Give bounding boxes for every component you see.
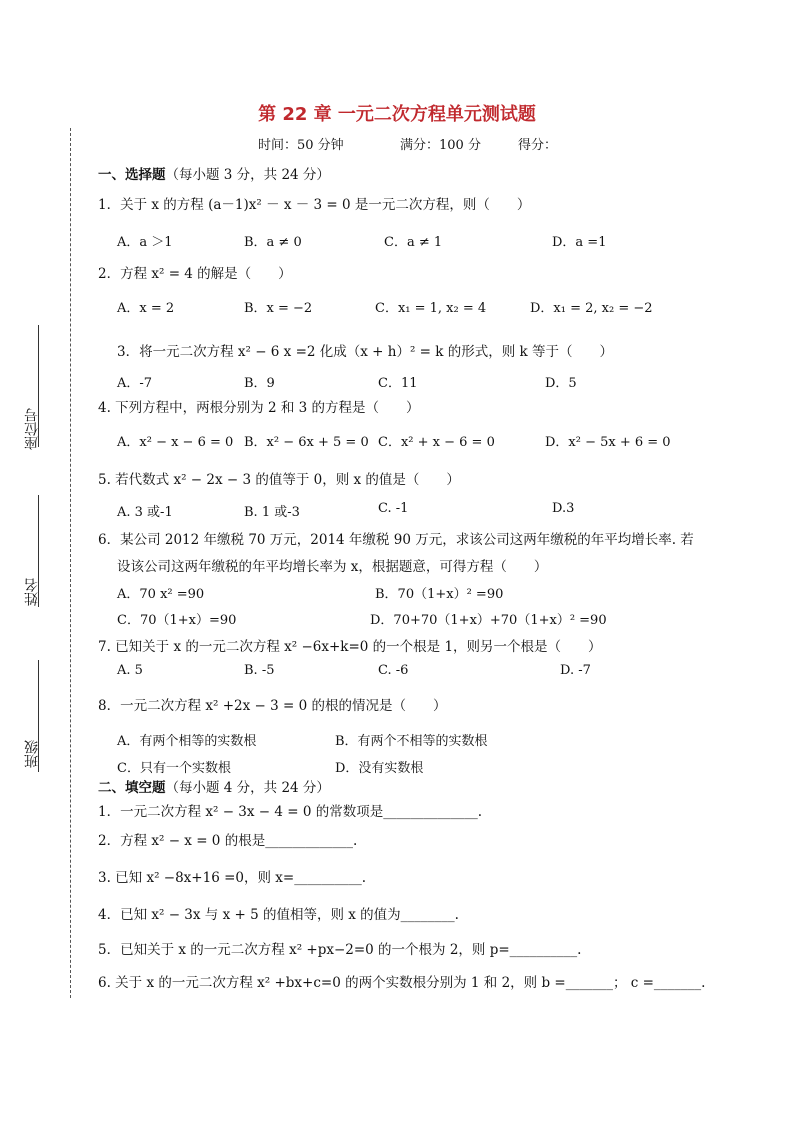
q2-option-c: C．x₁ = 1, x₂ = 4 — [375, 301, 487, 316]
q7-option-a: A. 5 — [117, 663, 143, 678]
question-2: 2．方程 x² = 4 的解是（ ） — [98, 266, 292, 282]
q1-option-b: B．a ≠ 0 — [244, 235, 302, 250]
question-3: 3．将一元二次方程 x² − 6 x =2 化成（x + h）² = k 的形式，则 k 等于（ ） — [117, 344, 614, 360]
score-field: 得分： — [518, 138, 558, 153]
q1-option-c: C．a ≠ 1 — [384, 235, 443, 250]
q7-option-d: D. -7 — [560, 663, 591, 678]
q1-option-d: D．a =1 — [552, 235, 607, 250]
q4-option-c: C．x² + x − 6 = 0 — [378, 435, 495, 450]
seat-label: 座位号 — [24, 408, 40, 450]
question-1: 1．关于 x 的方程 (a－1)x² － x － 3 = 0 是一元二次方程，则（ ） — [98, 197, 531, 213]
q2-option-b: B．x = −2 — [244, 301, 313, 316]
fill-question-3: 3. 已知 x² −8x+16 =0，则 x=__________. — [98, 870, 366, 886]
q8-option-b: B．有两个不相等的实数根 — [335, 734, 488, 749]
question-6-line-1: 6．某公司 2012 年缴税 70 万元，2014 年缴税 90 万元，求该公司这两年缴税的年平均增长率. 若 — [98, 532, 694, 548]
time-info: 时间：50 分钟 — [258, 138, 344, 153]
q4-option-d: D．x² − 5x + 6 = 0 — [545, 435, 671, 450]
binding-margin-dashed-line — [70, 128, 71, 998]
q4-option-b: B．x² − 6x + 5 = 0 — [244, 435, 369, 450]
question-6-line-2: 设该公司这两年缴税的年平均增长率为 x，根据题意，可得方程（ ） — [117, 559, 548, 575]
q1-option-a: A．a ＞1 — [117, 235, 173, 250]
q6-option-c: C．70（1+x）=90 — [117, 613, 237, 628]
q3-option-d: D．5 — [545, 376, 577, 391]
q6-option-d: D．70+70（1+x）+70（1+x）² =90 — [370, 613, 607, 628]
fill-question-4: 4．已知 x² − 3x 与 x + 5 的值相等，则 x 的值为________. — [98, 907, 459, 923]
q8-option-a: A．有两个相等的实数根 — [117, 734, 257, 749]
question-4: 4. 下列方程中，两根分别为 2 和 3 的方程是（ ） — [98, 400, 420, 416]
q7-option-b: B. -5 — [244, 663, 275, 678]
q7-option-c: C. -6 — [378, 663, 409, 678]
q8-option-c: C．只有一个实数根 — [117, 761, 231, 776]
q3-option-a: A．-7 — [117, 376, 153, 391]
question-5: 5. 若代数式 x² − 2x − 3 的值等于 0，则 x 的值是（ ） — [98, 472, 460, 488]
section-fill-heading: 二、填空题（每小题 4 分，共 24 分） — [98, 780, 330, 796]
question-8: 8．一元二次方程 x² +2x − 3 = 0 的根的情况是（ ） — [98, 698, 447, 714]
q5-option-d: D.3 — [552, 501, 575, 516]
page-title: 第 22 章 一元二次方程单元测试题 — [258, 104, 536, 125]
q6-option-a: A．70 x² =90 — [117, 587, 205, 602]
q5-option-a: A. 3 或-1 — [117, 505, 173, 520]
q8-option-d: D．没有实数根 — [335, 761, 424, 776]
q3-option-c: C．11 — [378, 376, 418, 391]
fill-question-2: 2．方程 x² − x = 0 的根是_____________. — [98, 833, 358, 849]
q4-option-a: A．x² − x − 6 = 0 — [117, 435, 234, 450]
q5-option-c: C. -1 — [378, 501, 409, 516]
q6-option-b: B．70（1+x）² =90 — [375, 587, 504, 602]
fill-question-1: 1．一元二次方程 x² − 3x − 4 = 0 的常数项是______________. — [98, 804, 483, 820]
fill-question-5: 5．已知关于 x 的一元二次方程 x² +px−2=0 的一个根为 2，则 p=__________. — [98, 942, 582, 958]
q3-option-b: B．9 — [244, 376, 275, 391]
section-choice-heading: 一、选择题（每小题 3 分，共 24 分） — [98, 167, 330, 183]
question-7: 7. 已知关于 x 的一元二次方程 x² −6x+k=0 的一个根是 1，则另一个根是（ ） — [98, 639, 602, 655]
class-label: 班级 — [24, 740, 40, 768]
q5-option-b: B. 1 或-3 — [244, 505, 300, 520]
q2-option-d: D．x₁ = 2, x₂ = −2 — [530, 301, 653, 316]
name-label: 姓名 — [24, 578, 40, 606]
fill-question-6: 6. 关于 x 的一元二次方程 x² +bx+c=0 的两个实数根分别为 1 和 2，则 b =_______； c =_______. — [98, 975, 706, 991]
full-score-info: 满分：100 分 — [400, 138, 481, 153]
q2-option-a: A．x = 2 — [117, 301, 175, 316]
